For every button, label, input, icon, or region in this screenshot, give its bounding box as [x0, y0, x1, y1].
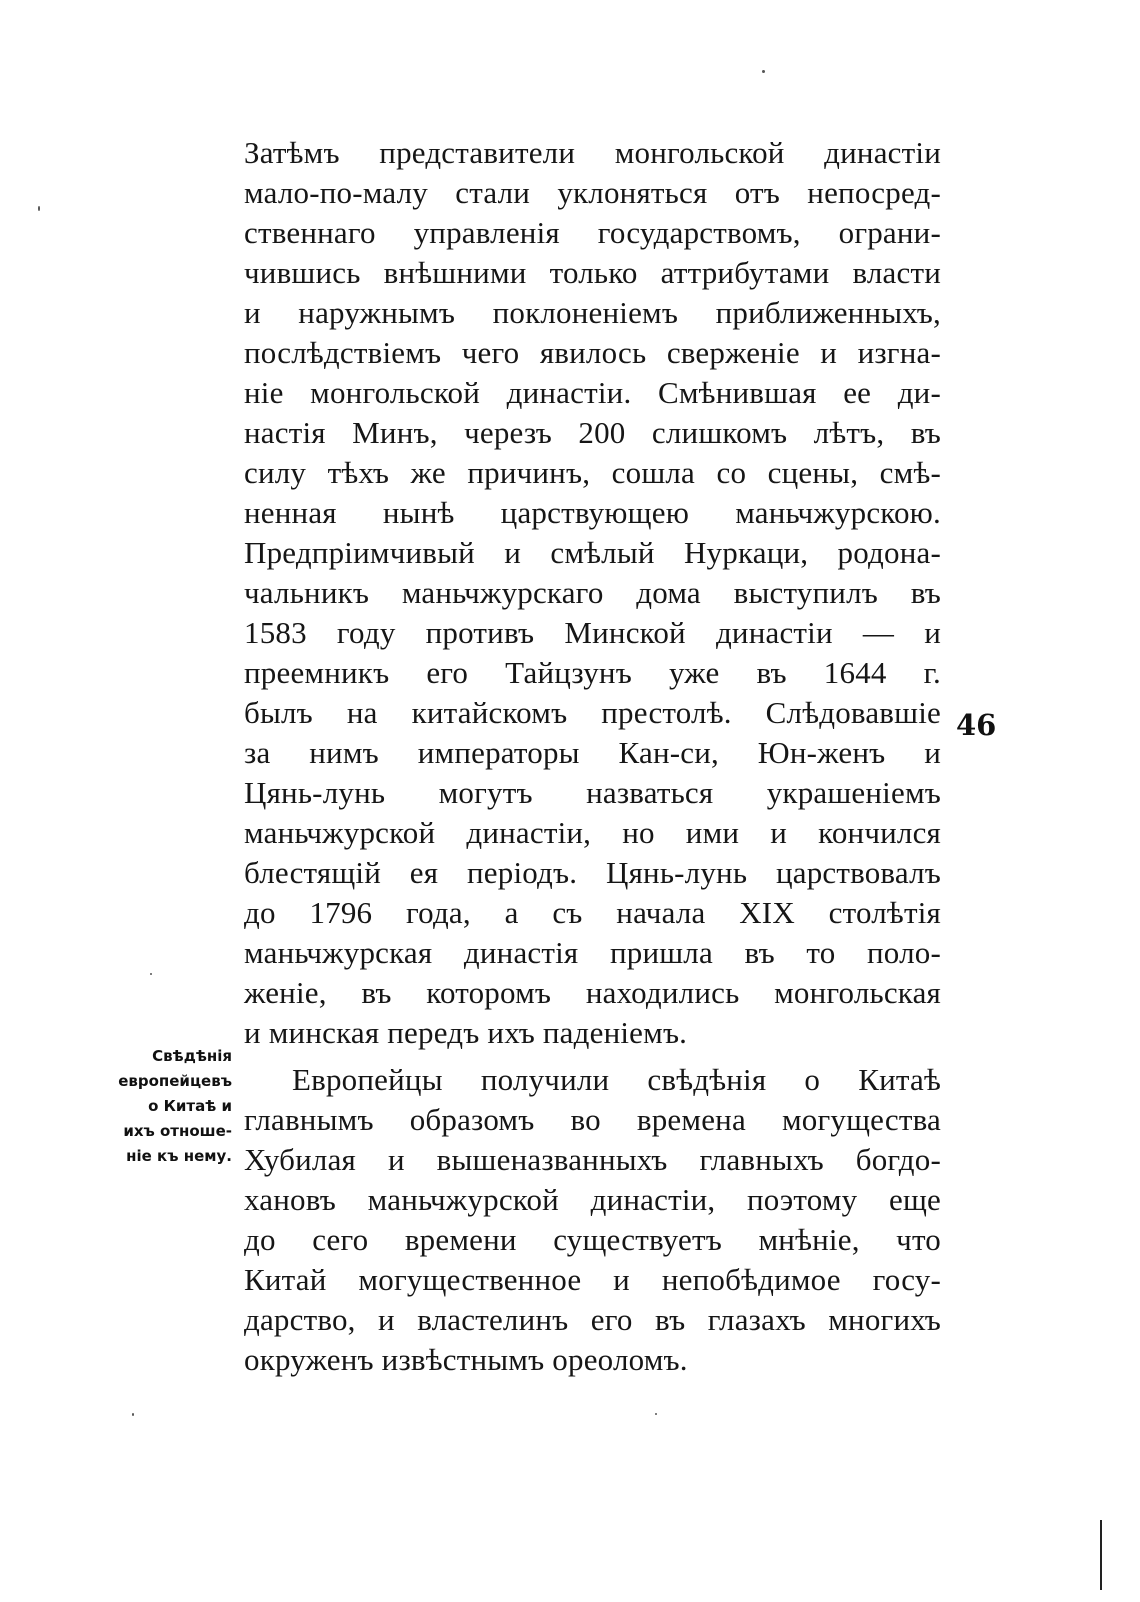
text-line: и минская передъ ихъ паденіемъ. [244, 1015, 688, 1050]
text-line: маньчжурская династія пришла въ то поло- [244, 935, 941, 970]
margin-note-line: Свѣдѣнія [152, 1047, 232, 1065]
text-line: ненная нынѣ царствующею маньчжурскою. [244, 495, 941, 530]
print-speck [762, 70, 765, 73]
text-line: преемникъ его Тайцзунъ уже въ 1644 г. [244, 655, 941, 690]
main-paragraph-1 [244, 133, 941, 1053]
text-line: ніе монгольской династіи. Смѣнившая ее ди- [244, 375, 941, 410]
margin-note-line: европейцевъ [118, 1072, 232, 1090]
text-line: до 1796 года, а съ начала XIX столѣтія [244, 895, 941, 930]
main-paragraph-2 [244, 1060, 941, 1380]
text-line: силу тѣхъ же причинъ, сошла со сцены, смѣ- [244, 455, 941, 490]
margin-note [96, 1044, 232, 1169]
text-line: Затѣмъ представители монгольской династіи [244, 135, 941, 170]
text-line: женіе, въ которомъ находились монгольская [244, 975, 941, 1010]
margin-note-line: ихъ отноше- [123, 1122, 232, 1140]
text-line: ственнаго управленія государствомъ, ограни- [244, 215, 941, 250]
text-line: Китай могущественное и непобѣдимое госу- [244, 1262, 941, 1297]
print-speck [132, 1413, 134, 1416]
text-line: мало-по-малу стали уклоняться отъ непосред- [244, 175, 941, 210]
margin-note-line: ніе къ нему. [126, 1147, 232, 1165]
print-speck [150, 973, 152, 975]
margin-note-line: о Китаѣ и [148, 1097, 232, 1115]
text-line: настія Минъ, черезъ 200 слишкомъ лѣтъ, въ [244, 415, 941, 450]
text-line: хановъ маньчжурской династіи, поэтому еще [244, 1182, 941, 1217]
text-line: послѣдствіемъ чего явилось сверженіе и изгна- [244, 335, 941, 370]
print-speck [38, 206, 40, 211]
text-line: до сего времени существуетъ мнѣніе, что [244, 1222, 941, 1257]
text-line: Хубилая и вышеназванныхъ главныхъ богдо- [244, 1142, 941, 1177]
text-line: 1583 году противъ Минской династіи — и [244, 615, 941, 650]
text-line: Предпріимчивый и смѣлый Нуркаци, родона- [244, 535, 941, 570]
page-number: 46 [956, 708, 997, 742]
text-line: маньчжурской династіи, но ими и кончился [244, 815, 941, 850]
text-line: и наружнымъ поклоненіемъ приближенныхъ, [244, 295, 941, 330]
text-line: блестящій ея періодъ. Цянь-лунь царствовалъ [244, 855, 941, 890]
scan-edge-mark [1100, 1520, 1102, 1590]
text-line: былъ на китайскомъ престолѣ. Слѣдовавшіе [244, 695, 941, 730]
text-line: Цянь-лунь могутъ назваться украшеніемъ [244, 775, 941, 810]
text-line: главнымъ образомъ во времена могущества [244, 1102, 941, 1137]
text-line: окруженъ извѣстнымъ ореоломъ. [244, 1342, 688, 1377]
text-line: за нимъ императоры Кан-си, Юн-женъ и [244, 735, 941, 770]
text-line: дарство, и властелинъ его въ глазахъ многихъ [244, 1302, 941, 1337]
text-line: Европейцы получили свѣдѣнія о Китаѣ [292, 1062, 941, 1097]
text-line: чальникъ маньчжурскаго дома выступилъ въ [244, 575, 941, 610]
print-speck [655, 1413, 657, 1415]
text-line: чившись внѣшними только аттрибутами власти [244, 255, 941, 290]
